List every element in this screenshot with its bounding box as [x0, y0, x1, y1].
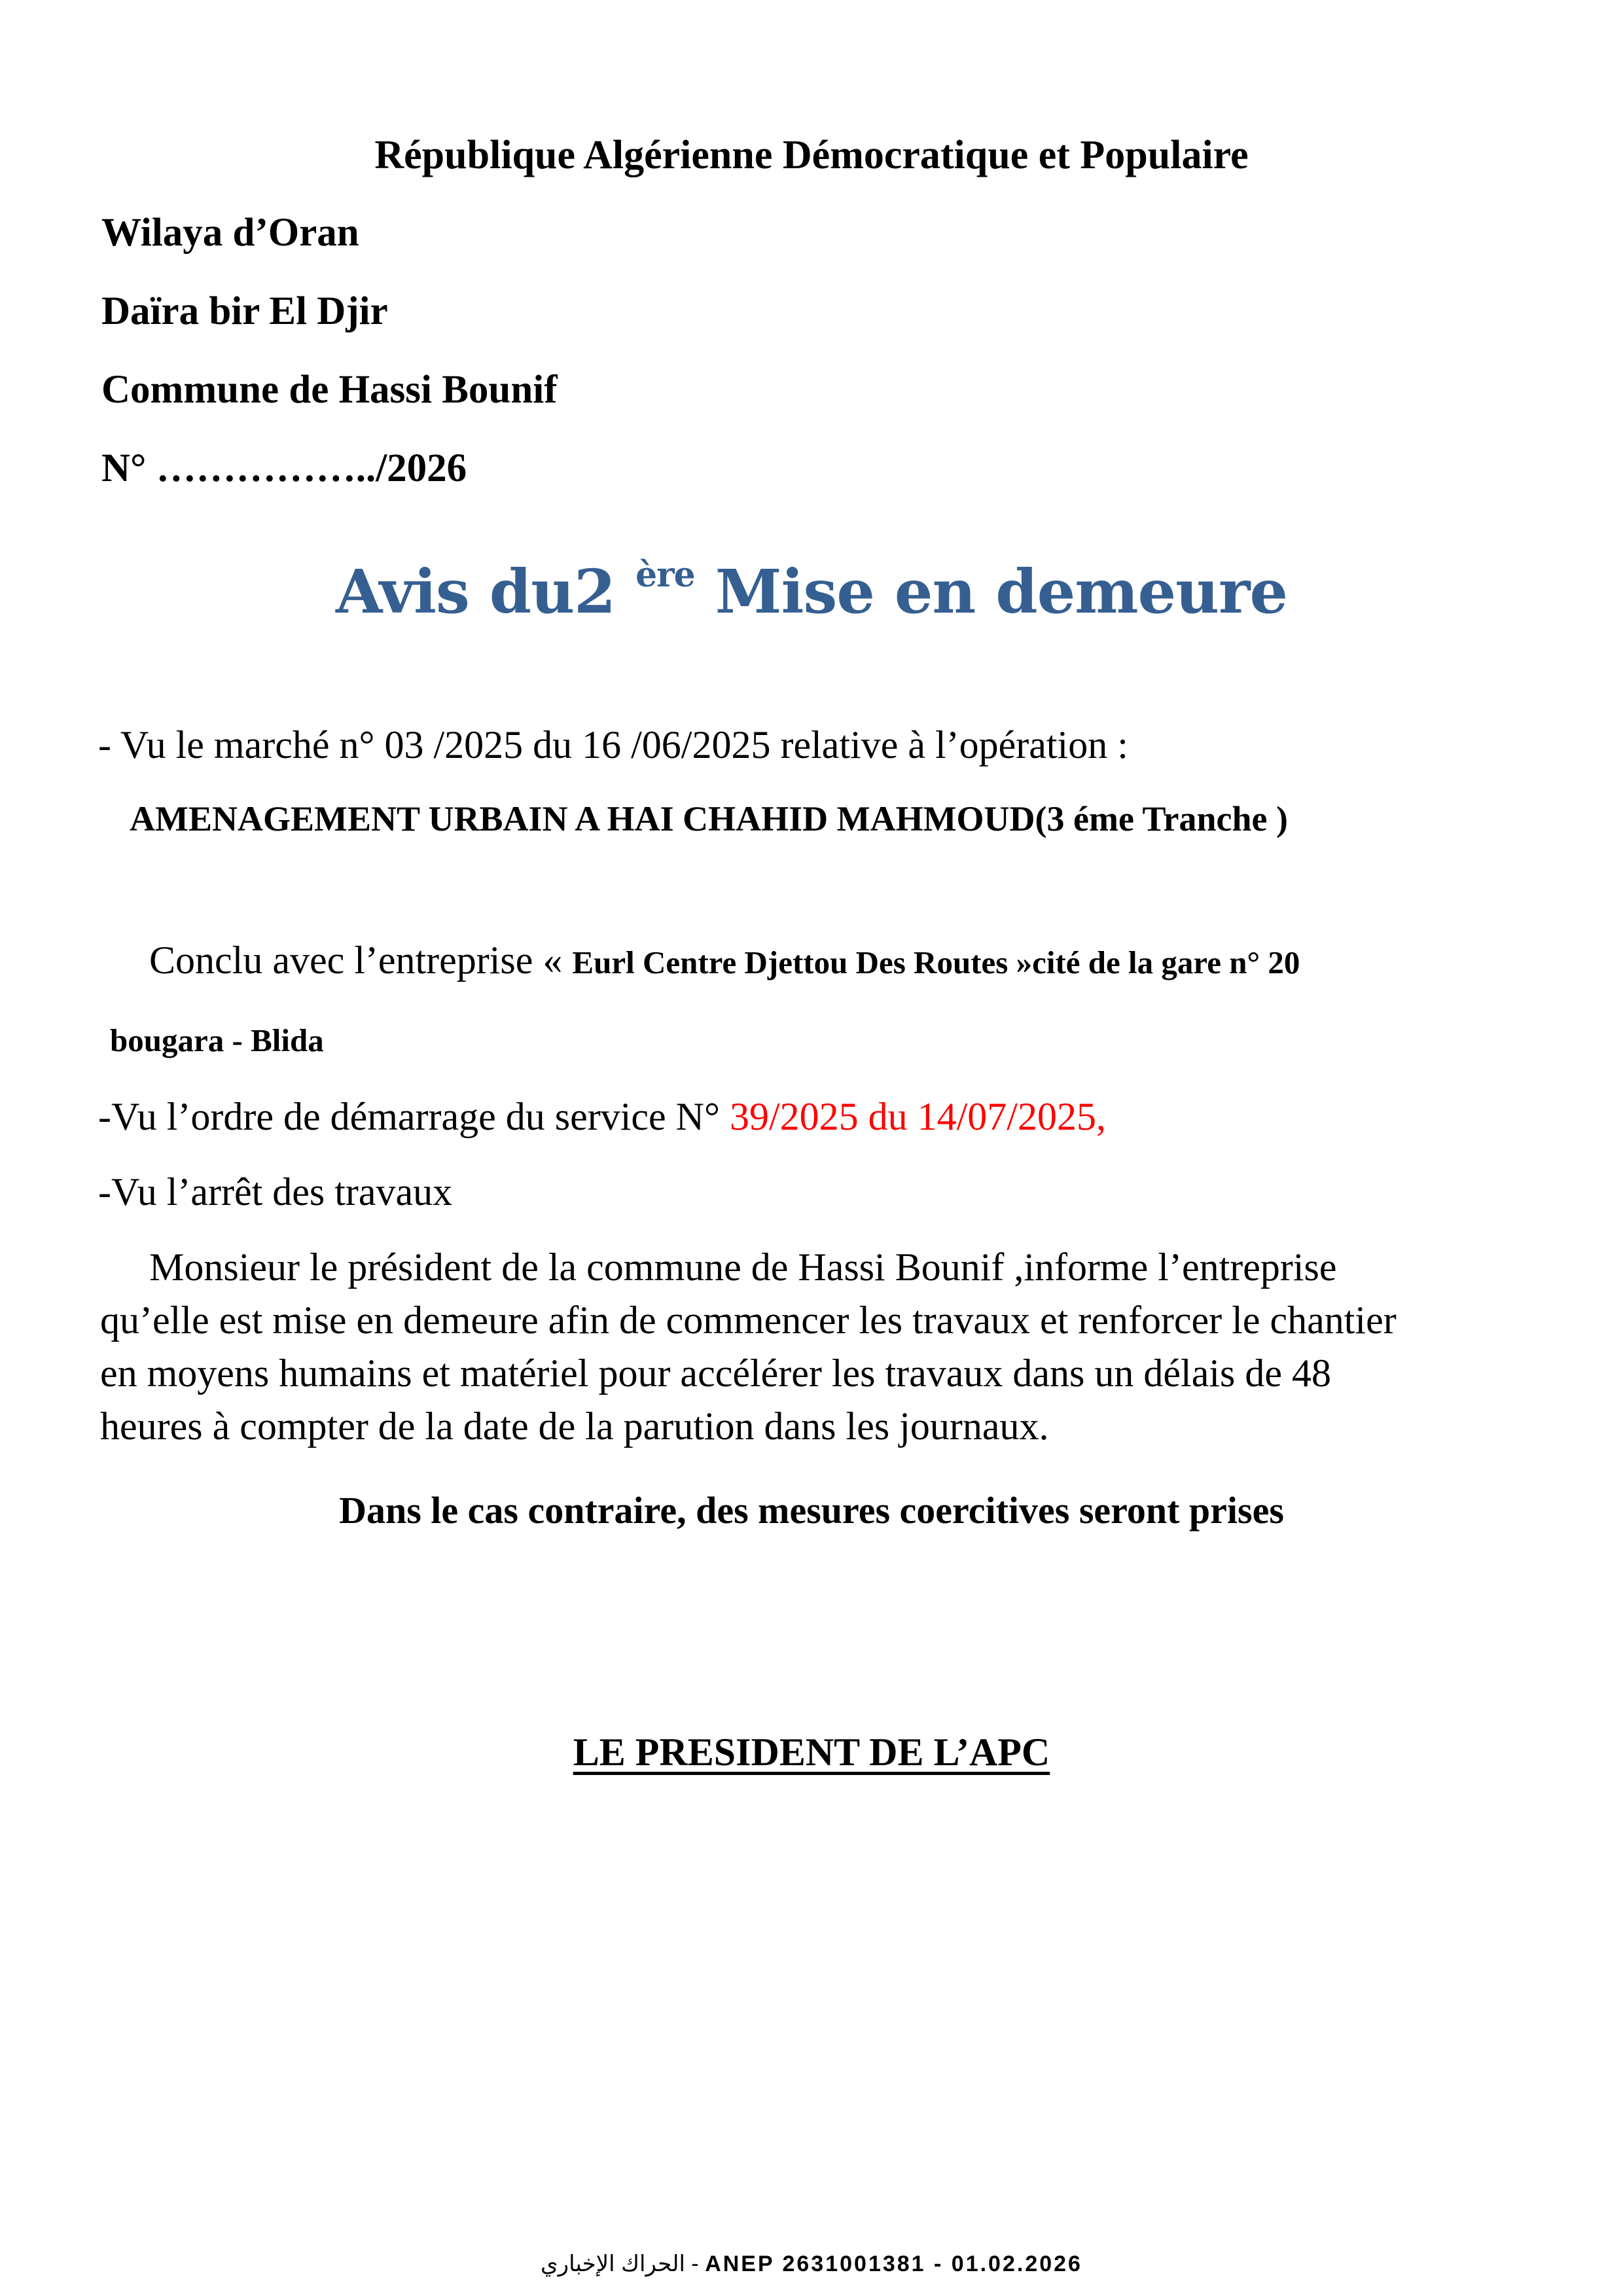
company-address: bougara - Blida — [110, 1022, 324, 1058]
conclu-prefix: Conclu avec l’entreprise « — [149, 939, 573, 982]
operation-title: AMENAGEMENT URBAIN A HAI CHAHID MAHMOUD(3 éme Tranche ) — [130, 799, 1288, 838]
title-superscript: ère — [635, 555, 695, 595]
paragraph-line-2: qu’elle est mise en demeure afin de commencer les travaux et renforcer le chantier — [100, 1299, 1397, 1342]
footer-reference: ANEP 2631001381 - 01.02.2026 — [705, 2251, 1082, 2276]
document-title — [0, 555, 1623, 627]
footer-separator: - — [685, 2251, 705, 2276]
publication-footer — [0, 2253, 1623, 2275]
signature-label: LE PRESIDENT DE L’APC — [573, 1731, 1050, 1774]
arret-line: -Vu l’arrêt des travaux — [98, 1170, 453, 1213]
ordre-line — [98, 1097, 1106, 1136]
title-prefix: Avis du2 — [336, 556, 616, 627]
signature-block — [0, 1732, 1623, 1772]
footer-publication: الحراك الإخباري — [541, 2251, 685, 2276]
company-name: Eurl Centre Djettou Des Routes »cité de la gare n° 20 — [572, 944, 1300, 980]
warning-line: Dans le cas contraire, des mesures coercitives seront prises — [339, 1489, 1284, 1532]
marche-line: - Vu le marché n° 03 /2025 du 16 /06/2025 relative à l’opération : — [98, 723, 1128, 766]
title-suffix: Mise en demeure — [715, 556, 1287, 627]
paragraph-line-3: en moyens humains et matériel pour accélérer les travaux dans un délais de 48 — [100, 1352, 1331, 1395]
conclu-line — [149, 941, 1300, 980]
ordre-prefix: -Vu l’ordre de démarrage du service N° — [98, 1095, 730, 1138]
country-heading: République Algérienne Démocratique et Populaire — [374, 133, 1249, 177]
paragraph-line-1: Monsieur le président de la commune de Hassi Bounif ,informe l’entreprise — [149, 1246, 1337, 1289]
wilaya-line: Wilaya d’Oran — [101, 211, 359, 255]
daira-line: Daïra bir El Djir — [101, 289, 388, 333]
ordre-reference: 39/2025 du 14/07/2025, — [729, 1095, 1106, 1138]
document-number: N° ……………../2026 — [101, 446, 467, 490]
paragraph-line-4: heures à compter de la date de la parution dans les journaux. — [100, 1405, 1049, 1448]
commune-line: Commune de Hassi Bounif — [101, 368, 558, 412]
